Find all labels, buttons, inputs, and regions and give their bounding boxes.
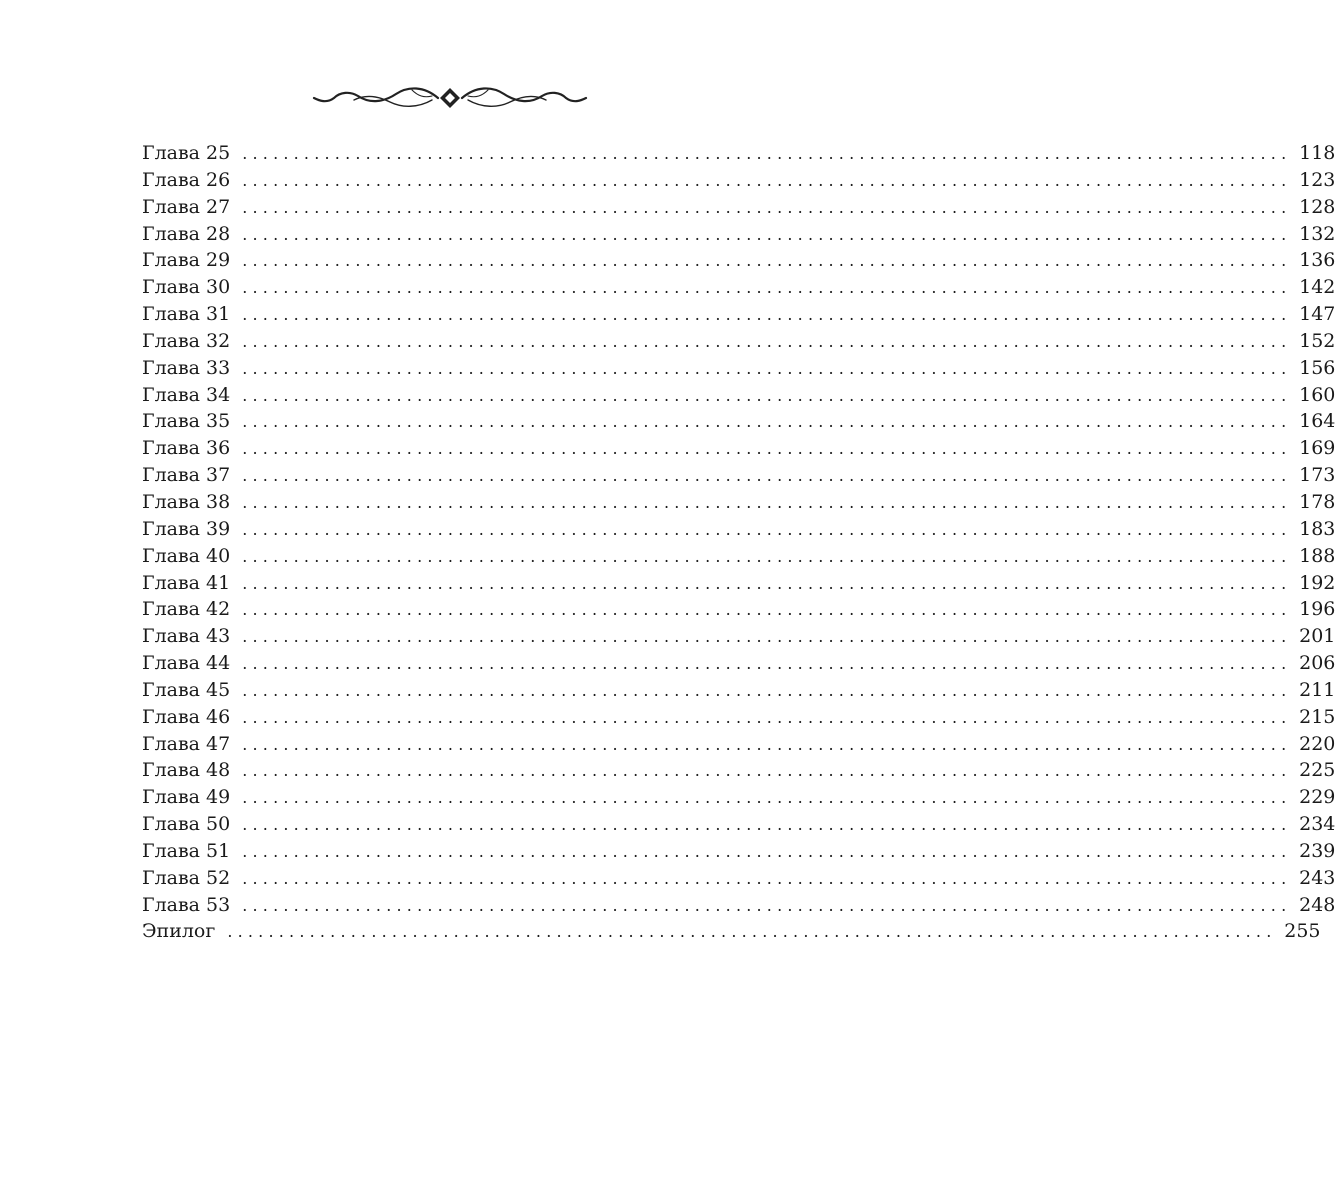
toc-entry-title: Глава 27 <box>142 195 231 218</box>
toc-entry-page-number: 201 <box>1299 625 1335 648</box>
dot-leader: ...................................................................................................... <box>242 707 1292 727</box>
toc-entry <box>142 623 1335 650</box>
toc-entry <box>142 704 1335 731</box>
dot-leader: ...................................................................................................... <box>242 170 1292 190</box>
toc-entry-title: Глава 25 <box>142 142 231 164</box>
toc-entry-page-number: 160 <box>1299 383 1335 406</box>
toc-entry <box>142 435 1335 462</box>
toc-entry <box>142 167 1335 194</box>
toc-entry <box>142 650 1335 677</box>
toc-entry-page-number: 255 <box>1284 920 1321 943</box>
dot-leader: ...................................................................................................... <box>242 251 1292 271</box>
toc-entry-title: Глава 34 <box>142 383 231 406</box>
toc-entry <box>142 570 1335 597</box>
toc-entry-page-number: 211 <box>1299 678 1335 701</box>
dot-leader: ...................................................................................................... <box>242 466 1292 486</box>
dot-leader: ...................................................................................................... <box>242 841 1292 861</box>
toc-entry-title: Глава 29 <box>142 249 231 272</box>
toc-entry <box>142 355 1335 382</box>
toc-entry <box>142 382 1335 409</box>
toc-entry-page-number: 229 <box>1299 786 1335 809</box>
toc-entry <box>142 677 1335 704</box>
toc-entry-title: Глава 44 <box>142 652 231 675</box>
toc-entry-title: Глава 43 <box>142 625 231 648</box>
decorative-ornament <box>312 82 588 114</box>
toc-entry-page-number: 156 <box>1299 356 1335 379</box>
toc-entry <box>142 301 1335 328</box>
toc-entry-title: Глава 39 <box>142 517 231 540</box>
dot-leader: ...................................................................................................... <box>242 734 1292 754</box>
dot-leader: ...................................................................................................... <box>242 331 1292 351</box>
toc-entry <box>142 784 1335 811</box>
toc-entry-page-number: 192 <box>1299 571 1335 594</box>
toc-entry <box>142 516 1335 543</box>
toc-entry <box>142 596 1335 623</box>
toc-entry-title: Глава 28 <box>142 222 231 245</box>
toc-entry-page-number: 188 <box>1299 544 1335 567</box>
toc-entry-title: Глава 53 <box>142 893 231 916</box>
dot-leader: ...................................................................................................... <box>242 788 1292 808</box>
toc-entry <box>142 543 1335 570</box>
dot-leader: ...................................................................................................... <box>242 305 1292 325</box>
toc-entry-title: Глава 30 <box>142 276 231 299</box>
dot-leader: ...................................................................................................... <box>242 680 1292 700</box>
dot-leader: ...................................................................................................... <box>242 385 1292 405</box>
toc-entry-title: Глава 38 <box>142 490 231 513</box>
toc-entry-page-number: 173 <box>1299 464 1335 487</box>
toc-entry-title: Глава 50 <box>142 813 231 836</box>
toc-entry-title: Глава 41 <box>142 571 231 594</box>
toc-entry <box>142 811 1335 838</box>
toc-entry-page-number: 142 <box>1299 276 1335 299</box>
toc-entry <box>142 221 1335 248</box>
toc-entry <box>142 247 1335 274</box>
table-of-contents <box>142 140 1335 945</box>
dot-leader: ...................................................................................................... <box>242 600 1292 620</box>
toc-entry-title: Глава 26 <box>142 168 231 191</box>
toc-entry-title: Глава 36 <box>142 437 231 460</box>
dot-leader: ...................................................................................................... <box>242 439 1292 459</box>
dot-leader: ...................................................................................................... <box>242 546 1292 566</box>
toc-entry-title: Глава 33 <box>142 356 231 379</box>
toc-entry-page-number: 123 <box>1299 168 1335 191</box>
toc-entry-page-number: 152 <box>1299 329 1335 352</box>
dot-leader: ...................................................................................................... <box>242 895 1292 915</box>
toc-entry-page-number: 132 <box>1299 222 1335 245</box>
toc-entry-page-number: 234 <box>1299 813 1335 836</box>
toc-entry-page-number: 147 <box>1299 303 1335 326</box>
dot-leader: ...................................................................................................... <box>242 654 1292 674</box>
toc-entry-title: Глава 40 <box>142 544 231 567</box>
toc-entry <box>142 489 1335 516</box>
toc-entry-page-number: 215 <box>1299 705 1335 728</box>
toc-entry <box>142 274 1335 301</box>
dot-leader: ...................................................................................................... <box>242 815 1292 835</box>
dot-leader: ...................................................................................................... <box>242 761 1292 781</box>
toc-entry-title: Глава 51 <box>142 839 231 862</box>
toc-entry-title: Глава 46 <box>142 705 231 728</box>
toc-entry-page-number: 196 <box>1299 598 1335 621</box>
toc-entry <box>142 462 1335 489</box>
toc-entry-title: Глава 47 <box>142 732 231 755</box>
toc-entry <box>142 757 1335 784</box>
toc-entry <box>142 838 1335 865</box>
toc-entry-title: Глава 49 <box>142 786 231 809</box>
toc-entry-page-number: 220 <box>1299 732 1335 755</box>
toc-entry-title: Глава 35 <box>142 410 231 433</box>
toc-entry-page-number: 239 <box>1299 839 1335 862</box>
dot-leader: ...................................................................................................... <box>227 922 1277 942</box>
toc-entry <box>142 194 1335 221</box>
toc-entry-page-number: 169 <box>1299 437 1335 460</box>
toc-entry <box>142 328 1335 355</box>
toc-entry-title: Глава 32 <box>142 329 231 352</box>
toc-entry-title: Глава 48 <box>142 759 231 782</box>
toc-entry <box>142 731 1335 758</box>
dot-leader: ...................................................................................................... <box>242 224 1292 244</box>
toc-entry-title: Глава 45 <box>142 678 231 701</box>
dot-leader: ...................................................................................................... <box>242 868 1292 888</box>
dot-leader: ...................................................................................................... <box>242 358 1292 378</box>
toc-entry-title: Глава 37 <box>142 464 231 487</box>
toc-entry-page-number: 128 <box>1299 195 1335 218</box>
toc-entry-page-number: 243 <box>1299 866 1335 889</box>
dot-leader: ...................................................................................................... <box>242 412 1292 432</box>
toc-entry-page-number: 178 <box>1299 490 1335 513</box>
toc-entry <box>142 865 1335 892</box>
toc-entry-page-number: 183 <box>1299 517 1335 540</box>
dot-leader: ...................................................................................................... <box>242 519 1292 539</box>
toc-entry-title: Глава 52 <box>142 866 231 889</box>
dot-leader: ...................................................................................................... <box>242 278 1292 298</box>
toc-entry-title: Эпилог <box>142 920 216 943</box>
toc-entry <box>142 140 1335 167</box>
toc-entry-page-number: 248 <box>1299 893 1335 916</box>
toc-entry <box>142 918 1321 945</box>
toc-entry <box>142 408 1335 435</box>
toc-entry-page-number: 225 <box>1299 759 1335 782</box>
dot-leader: ...................................................................................................... <box>242 627 1292 647</box>
toc-entry-title: Глава 31 <box>142 303 231 326</box>
toc-entry-page-number: 206 <box>1299 652 1335 675</box>
dot-leader: ...................................................................................................... <box>242 197 1292 217</box>
toc-entry <box>142 892 1335 919</box>
toc-entry-page-number: 164 <box>1299 410 1335 433</box>
toc-entry-title: Глава 42 <box>142 598 231 621</box>
toc-entry-page-number: 136 <box>1299 249 1335 272</box>
dot-leader: ...................................................................................................... <box>242 492 1292 512</box>
dot-leader: ...................................................................................................... <box>242 144 1292 163</box>
dot-leader: ...................................................................................................... <box>242 573 1292 593</box>
toc-entry-page-number: 118 <box>1299 142 1335 164</box>
